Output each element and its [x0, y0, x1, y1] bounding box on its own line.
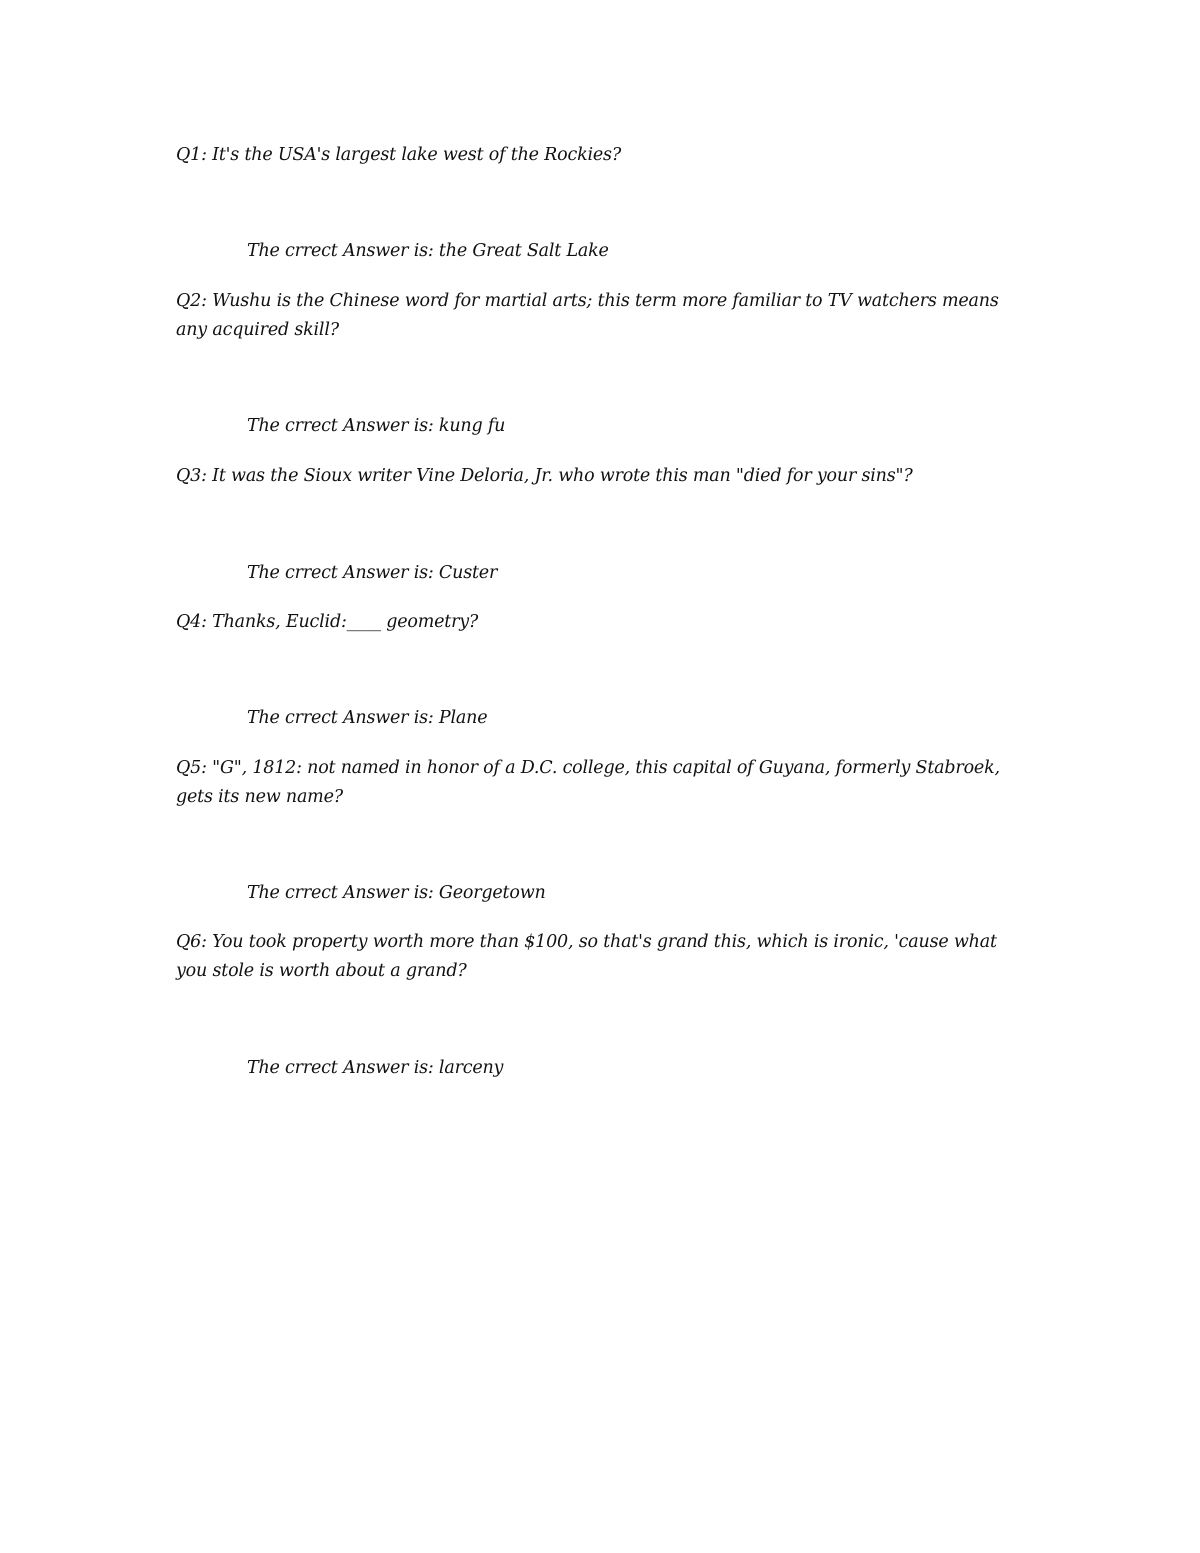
- question-2-line-1: Q2: Wushu is the Chinese word for martial arts; this term more familiar to TV watchers means: [176, 291, 999, 311]
- question-1-line-1: Q1: It's the USA's largest lake west of the Rockies?: [176, 145, 622, 165]
- question-6-line-2: you stole is worth about a grand?: [176, 961, 467, 981]
- question-4-line-1: Q4: Thanks, Euclid:____ geometry?: [176, 612, 479, 632]
- question-3-line-1: Q3: It was the Sioux writer Vine Deloria, Jr. who wrote this man "died for your sins"?: [176, 466, 913, 486]
- answer-2: The crrect Answer is: kung fu: [247, 416, 506, 436]
- question-6-line-1: Q6: You took property worth more than $100, so that's grand this, which is ironic, 'cause what: [176, 932, 997, 952]
- question-2-line-2: any acquired skill?: [176, 320, 339, 340]
- answer-4: The crrect Answer is: Plane: [247, 708, 488, 728]
- answer-1: The crrect Answer is: the Great Salt Lake: [247, 241, 609, 261]
- answer-5: The crrect Answer is: Georgetown: [247, 883, 546, 903]
- question-5-line-2: gets its new name?: [176, 787, 343, 807]
- question-5-line-1: Q5: "G", 1812: not named in honor of a D.C. college, this capital of Guyana, formerly Stabroek,: [176, 758, 1000, 778]
- answer-3: The crrect Answer is: Custer: [247, 563, 498, 583]
- answer-6: The crrect Answer is: larceny: [247, 1058, 504, 1078]
